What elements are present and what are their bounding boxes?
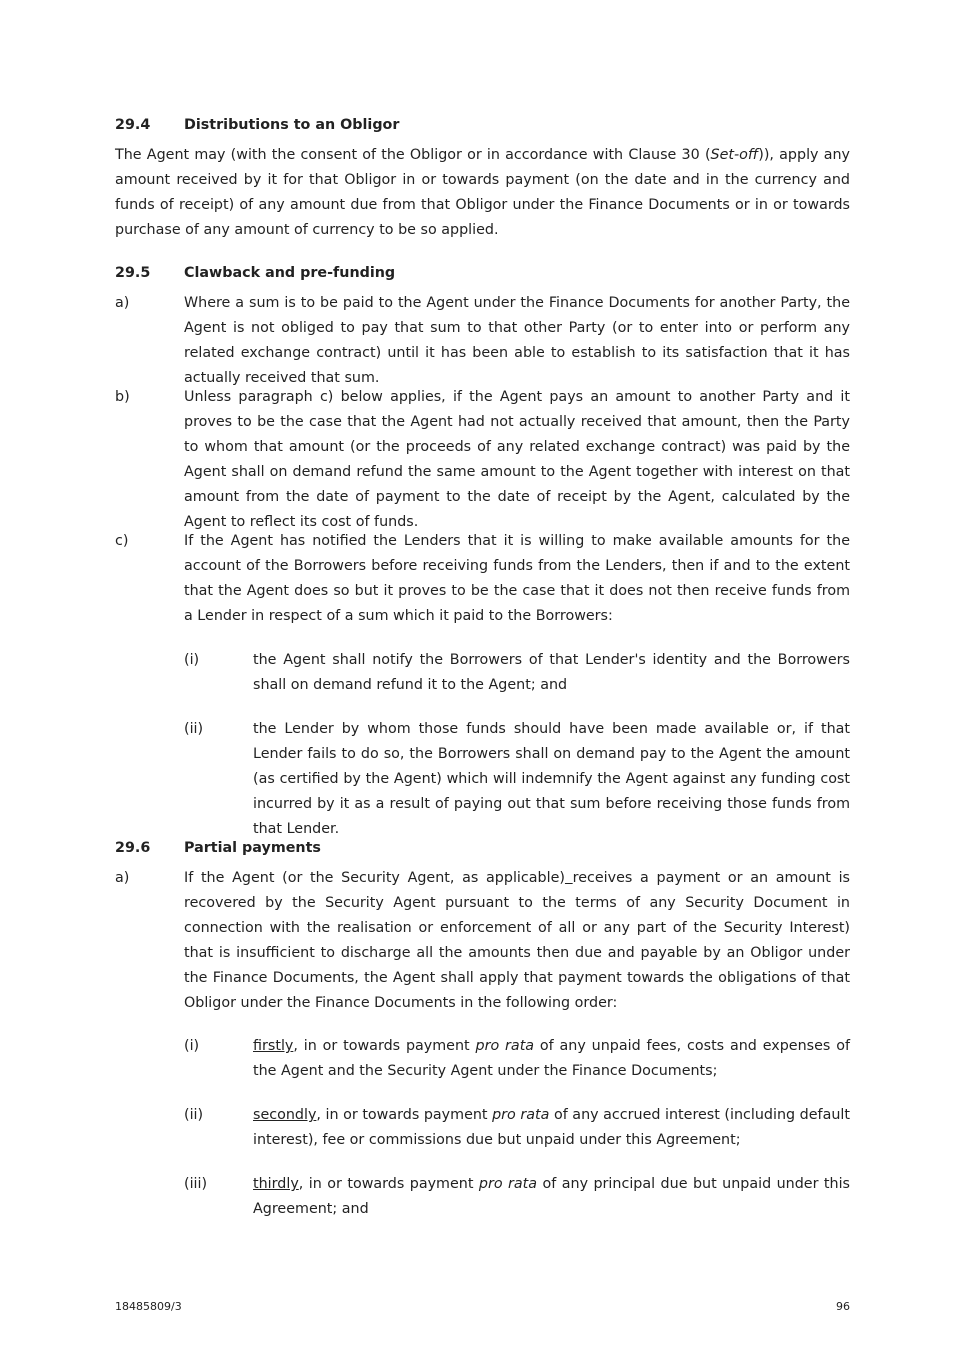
section-number: 29.5	[115, 265, 151, 281]
section-number: 29.4	[115, 117, 151, 133]
section-number: 29.6	[115, 840, 151, 856]
paragraph-text: If the Agent has notified the Lenders that it is willing to make available amounts for the account of the Borrowers before receiving funds from the Lenders, then if and to the extent that the Agent does so but it proves to be the case that it does not then receive funds from a Lender in respect of a sum which it paid to the Borrowers:	[184, 533, 850, 624]
text-run: The Agent may (with the consent of the Obligor or in accordance with Clause 30 (	[115, 147, 711, 163]
paragraph-label: a)	[115, 295, 130, 311]
subparagraph-label: (i)	[184, 1038, 200, 1054]
section-title: Clawback and pre-funding	[184, 265, 396, 281]
subparagraph-text	[253, 1034, 850, 1084]
subparagraph-label: (ii)	[184, 1107, 204, 1123]
text-run-underlined: firstly	[253, 1038, 294, 1054]
page-number: 96	[836, 1300, 850, 1313]
section-title: Partial payments	[184, 840, 321, 856]
text-run: , in or towards payment	[293, 1038, 476, 1054]
text-run-italic: pro rata	[492, 1107, 550, 1123]
paragraph-text	[184, 866, 850, 1015]
text-run: If the Agent (or the Security Agent, as applicable)	[184, 870, 565, 886]
paragraph-label: a)	[115, 870, 130, 886]
section-title: Distributions to an Obligor	[184, 117, 400, 133]
section-29-4-text	[115, 143, 850, 243]
text-run: of any principal due but unpaid under this Agreement; and	[253, 1176, 850, 1217]
text-run: of any accrued interest (including default interest), fee or commissions due but unpaid under this Agreement;	[253, 1107, 850, 1148]
text-run-underlined: thirdly	[253, 1176, 299, 1192]
paragraph-label: c)	[115, 533, 129, 549]
subparagraph-text	[253, 1172, 850, 1222]
paragraph-text: Where a sum is to be paid to the Agent under the Finance Documents for another Party, the Agent is not obliged to pay that sum to that other Party (or to enter into or perform any related exchange contract) until it has been able to establish to its satisfaction that it has actually received that sum.	[184, 295, 850, 386]
text-run: receives a payment or an amount is recovered by the Security Agent pursuant to the terms of any Security Document in connection with the realisation or enforcement of all or any part of the Security Interest) that is insufficient to discharge all the amounts then due and payable by an Obligor under the Finance Documents, the Agent shall apply that payment towards the obligations of that Obligor under the Finance Documents in the following order:	[184, 870, 851, 1011]
subparagraph-label: (iii)	[184, 1176, 208, 1192]
paragraph-label: b)	[115, 389, 130, 405]
text-run-underlined	[565, 870, 573, 886]
subparagraph-text: the Lender by whom those funds should have been made available or, if that Lender fails to do so, the Borrowers shall on demand pay to the Agent the amount (as certified by the Agent) which will indemnify the Agent against any funding cost incurred by it as a result of paying out that sum before receiving those funds from that Lender.	[253, 721, 850, 837]
text-run: of any unpaid fees, costs and expenses of the Agent and the Security Agent under the Finance Documents;	[253, 1038, 850, 1079]
subparagraph-text	[253, 1103, 850, 1153]
subparagraph-text: the Agent shall notify the Borrowers of that Lender's identity and the Borrowers shall on demand refund it to the Agent; and	[253, 652, 850, 693]
text-run: , in or towards payment	[316, 1107, 493, 1123]
document-reference: 18485809/3	[115, 1300, 182, 1313]
subparagraph-label: (ii)	[184, 721, 204, 737]
text-run-underlined: secondly	[253, 1107, 317, 1123]
paragraph-text: Unless paragraph c) below applies, if the Agent pays an amount to another Party and it proves to be the case that the Agent had not actually received that amount, then the Party to whom that amount (or the proceeds of any related exchange contract) was paid by the Agent shall on demand refund the same amount to the Agent together with interest on that amount from the date of payment to the date of receipt by the Agent, calculated by the Agent to reflect its cost of funds.	[184, 389, 850, 530]
text-run: , in or towards payment	[298, 1176, 479, 1192]
text-run-italic: pro rata	[478, 1176, 538, 1192]
text-run-italic: Set-off	[710, 147, 759, 163]
subparagraph-label: (i)	[184, 652, 200, 668]
text-run-italic: pro rata	[475, 1038, 535, 1054]
text-run: )), apply any amount received by it for that Obligor in or towards payment (on the date and in the currency and funds of receipt) of any amount due from that Obligor under the Finance Documents or in or towards purchase of any amount of currency to be so applied.	[115, 147, 850, 238]
